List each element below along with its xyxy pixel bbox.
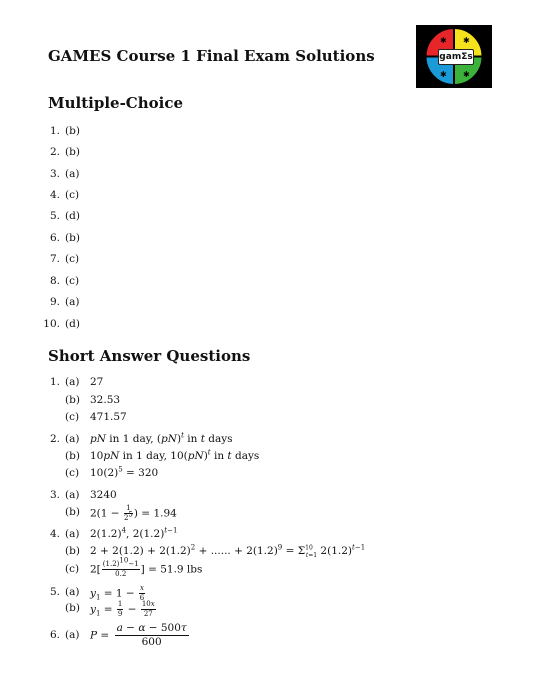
sa-part-answer: 32.53 [90, 394, 121, 406]
sa-part-answer: $y_1$ = $\frac{1}{9}$ − $\frac{10x}{27}$ [90, 600, 155, 618]
mc-answer: (a) [65, 296, 80, 308]
mc-number: 9. [49, 296, 60, 308]
mc-number: 3. [49, 168, 60, 180]
mc-answer: (d) [65, 318, 80, 330]
svg-text:✱: ✱ [463, 70, 470, 79]
sa-number: 1. [49, 376, 60, 388]
mc-number: 1. [49, 125, 60, 137]
sa-part-label: (c) [65, 467, 80, 479]
sa-part-label: (a) [65, 376, 80, 388]
mc-answer: (b) [65, 232, 80, 244]
sa-part-label: (b) [65, 545, 80, 557]
multiple-choice-heading: Multiple-Choice [48, 94, 184, 112]
sa-part-answer: 3240 [90, 489, 117, 501]
logo-wordmark: gamΣs [438, 49, 474, 65]
sa-number: 6. [49, 629, 60, 641]
svg-text:✱: ✱ [440, 70, 447, 79]
sa-part-label: (b) [65, 394, 80, 406]
sa-part-label: (a) [65, 586, 80, 598]
mc-answer: (c) [65, 253, 80, 265]
mc-number: 4. [49, 189, 60, 201]
sa-part-answer: $2(1.2)^4$, $2(1.2)^{t-1}$ [90, 526, 178, 540]
mc-answer: (b) [65, 125, 80, 137]
mc-answer: (d) [65, 210, 80, 222]
sa-number: 5. [49, 586, 60, 598]
mc-number: 8. [49, 275, 60, 287]
sa-part-label: (b) [65, 506, 80, 518]
mc-answer: (c) [65, 275, 80, 287]
sa-part-answer: 10pN in 1 day, 10(pN)$^t$ in t days [90, 448, 260, 462]
sa-part-answer: 2(1 − $\frac{1}{2^5}$ ) = 1.94 [90, 504, 177, 522]
sa-part-label: (a) [65, 528, 80, 540]
mc-number: 6. [49, 232, 60, 244]
sa-part-label: (a) [65, 629, 80, 641]
sa-part-answer: 2[ $\frac{(1.2)^{10}-1}{0.2}$ ] = 51.9 lbs [90, 556, 203, 578]
document-title: GAMES Course 1 Final Exam Solutions [48, 47, 375, 65]
sa-part-label: (c) [65, 411, 80, 423]
mc-number: 10. [43, 318, 60, 330]
sa-part-answer: pN in 1 day, (pN)$^t$ in t days [90, 431, 233, 445]
sa-part-answer: 471.57 [90, 411, 127, 423]
sa-number: 3. [49, 489, 60, 501]
mc-number: 5. [49, 210, 60, 222]
sa-number: 4. [49, 528, 60, 540]
mc-answer: (a) [65, 168, 80, 180]
sa-part-label: (b) [65, 602, 80, 614]
sa-part-label: (a) [65, 489, 80, 501]
svg-text:✱: ✱ [463, 36, 470, 45]
sa-part-answer: 27 [90, 376, 104, 388]
sa-part-label: (a) [65, 433, 80, 445]
games-logo [416, 25, 492, 88]
sa-part-answer: $y_1 = 1$ − $\frac{x}{6}$ [90, 584, 145, 602]
svg-text:✱: ✱ [440, 36, 447, 45]
mc-number: 7. [49, 253, 60, 265]
sa-part-answer: P = $\frac{a - \alpha - 500\tau}{600}$ [90, 622, 187, 648]
short-answer-heading: Short Answer Questions [48, 347, 251, 365]
sa-part-label: (c) [65, 563, 80, 575]
sa-number: 2. [49, 433, 60, 445]
mc-answer: (b) [65, 146, 80, 158]
sa-part-label: (b) [65, 450, 80, 462]
mc-number: 2. [49, 146, 60, 158]
mc-answer: (c) [65, 189, 80, 201]
sa-part-answer: $10(2)^5 = 320$ [90, 465, 159, 479]
sa-part-answer: $2 + 2(1.2) + 2(1.2)^2$ + ...... + $2(1.2)^9 = \Sigma^{10}_{t=1}$ $2(1.2)^{t-1}$ [90, 543, 366, 560]
